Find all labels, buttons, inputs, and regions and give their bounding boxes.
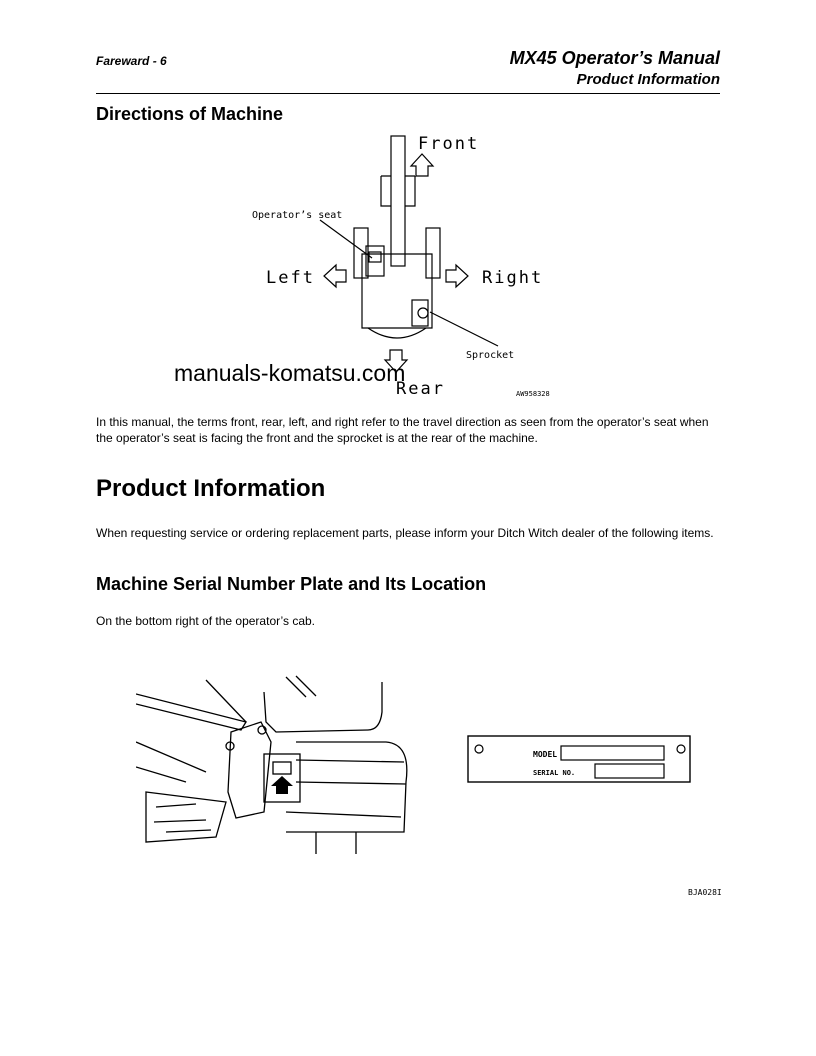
product-info-paragraph: When requesting service or ordering replacement parts, please inform your Ditch Witch dealer of the following items. [96, 526, 714, 540]
plate-model-label: MODEL [533, 750, 558, 759]
sprocket-label: Sprocket [466, 350, 515, 361]
serial-plate-heading: Machine Serial Number Plate and Its Location [96, 574, 487, 594]
boom-member [136, 694, 246, 730]
counterweight [368, 328, 426, 338]
location-arrow-icon [271, 776, 293, 794]
rear-label: Rear [396, 379, 445, 399]
section-title: Product Information [576, 71, 720, 88]
plate-hole-right [677, 745, 685, 753]
directions-paragraph: In this manual, the terms front, rear, left, and right refer to the travel direction as seen from the operator’s seat when the operator’s seat is facing the front and the sprocket is at the rear of the machine. [96, 415, 709, 445]
serial-figure-code: BJA028I [688, 888, 722, 897]
front-arrow-icon [411, 154, 433, 176]
left-label: Left [266, 268, 315, 288]
chassis-frame [146, 792, 226, 842]
left-arrow-icon [324, 265, 346, 287]
front-label: Front [418, 134, 480, 154]
manual-title: MX45 Operator’s Manual [509, 48, 720, 68]
upper-structure [362, 254, 432, 328]
sprocket [418, 308, 428, 318]
sprocket-housing [412, 300, 428, 326]
serial-plate-paragraph: On the bottom right of the operator’s cab. [96, 614, 316, 628]
cab-location-illustration [136, 672, 416, 854]
plate-outline [468, 736, 690, 782]
directions-heading: Directions of Machine [96, 104, 284, 124]
boom-cylinder [381, 176, 415, 206]
page-reference: Fareward - 6 [96, 54, 167, 68]
seat-leader-line [320, 220, 372, 258]
serial-plate-illustration [467, 735, 693, 785]
operator-seat-label: Operator’s seat [252, 210, 343, 221]
plate-model-box [561, 746, 664, 760]
right-track [426, 228, 440, 278]
product-info-heading: Product Information [96, 475, 326, 502]
right-label: Right [482, 268, 544, 288]
watermark: manuals-komatsu.com [174, 360, 406, 386]
plate-hole-left [475, 745, 483, 753]
plate-serial-label: SERIAL NO. [533, 769, 576, 777]
right-arrow-icon [446, 265, 468, 287]
serial-plate-location [273, 762, 291, 774]
directions-figure-code: AW958328 [516, 390, 550, 398]
cab-body [286, 742, 407, 832]
header-divider [96, 93, 720, 94]
cab-window-frame [264, 682, 382, 732]
sprocket-leader-line [430, 312, 498, 346]
arm-outline [391, 136, 405, 266]
plate-serial-box [595, 764, 664, 778]
